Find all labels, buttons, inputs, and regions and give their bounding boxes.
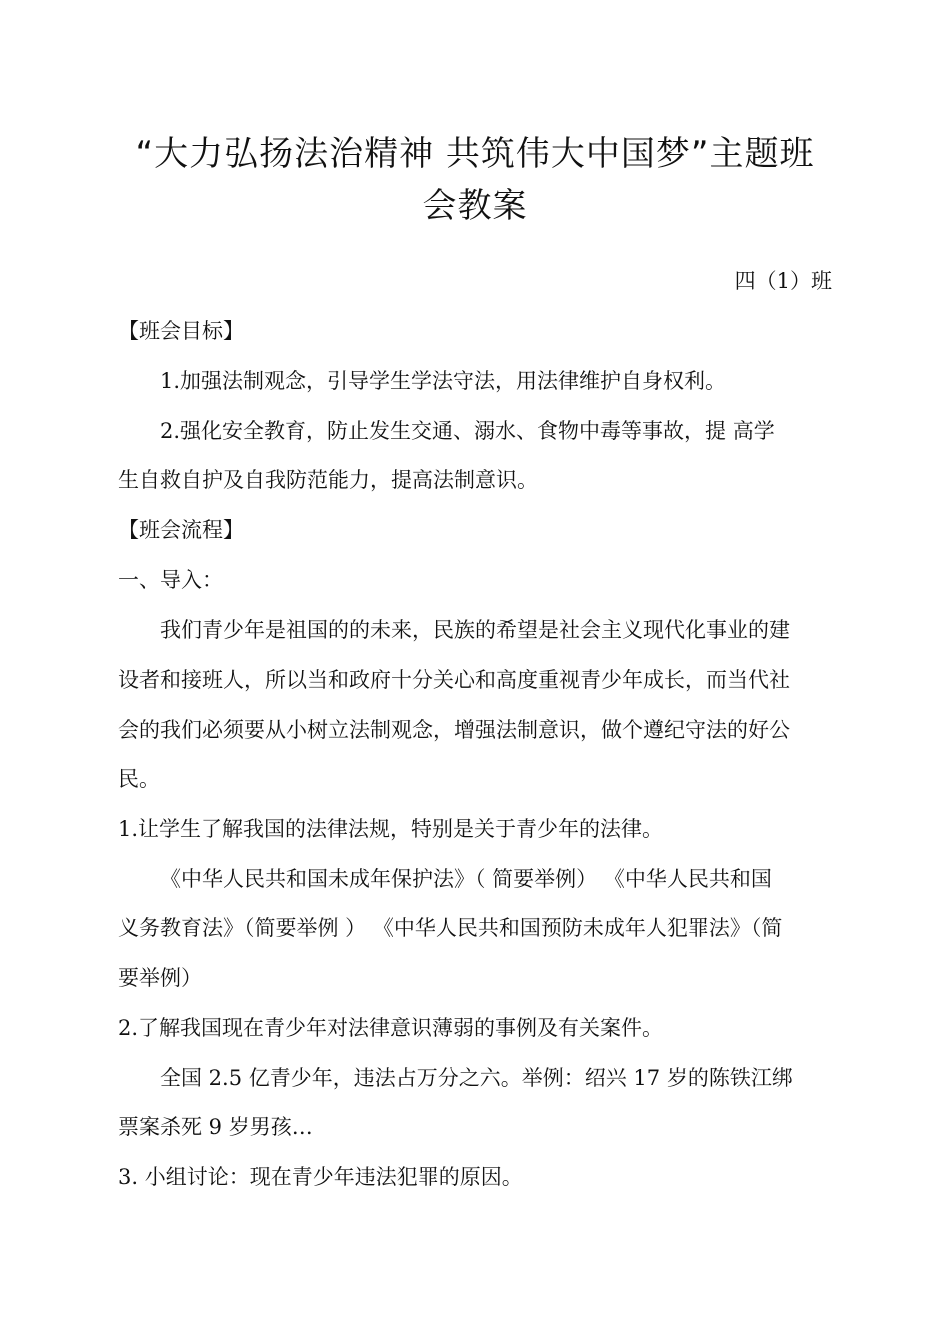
intro-paragraph-line-3: 会的我们必须要从小树立法制观念，增强法制意识，做个遵纪守法的好公 [118, 718, 790, 742]
intro-heading: 一、导入： [118, 568, 223, 592]
laws-line-3: 要举例） [118, 966, 202, 990]
process-heading: 【班会流程】 [118, 518, 244, 542]
step-1: 1.让学生了解我国的法律法规，特别是关于青少年的法律。 [118, 817, 664, 841]
goal-item-1: 1.加强法制观念，引导学生学法守法，用法律维护自身权利。 [160, 369, 727, 393]
laws-line-2: 义务教育法》（简要举例 ） 《中华人民共和国预防未成年人犯罪法》（简 [118, 916, 783, 940]
step-3: 3. 小组讨论：现在青少年违法犯罪的原因。 [118, 1165, 523, 1189]
step-2: 2.了解我国现在青少年对法律意识薄弱的事例及有关案件。 [118, 1016, 664, 1040]
stats-line-1: 全国 2.5 亿青少年，违法占万分之六。举例：绍兴 17 岁的陈铁江绑 [160, 1066, 793, 1090]
class-label: 四（1）班 [734, 269, 832, 293]
intro-paragraph-line-2: 设者和接班人，所以当和政府十分关心和高度重视青少年成长，而当代社 [118, 668, 790, 692]
laws-line-1: 《中华人民共和国未成年保护法》（ 简要举例） 《中华人民共和国 [160, 867, 772, 891]
intro-paragraph-line-4: 民。 [118, 767, 160, 791]
stats-line-2: 票案杀死 9 岁男孩… [118, 1115, 313, 1139]
document-title-line-1: “大力弘扬法治精神 共筑伟大中国梦”主题班 [135, 134, 815, 174]
goals-heading: 【班会目标】 [118, 319, 244, 343]
goal-item-2-line-1: 2.强化安全教育，防止发生交通、溺水、食物中毒等事故，提 高学 [160, 419, 775, 443]
document-title-line-2: 会教案 [422, 186, 528, 226]
intro-paragraph-line-1: 我们青少年是祖国的的未来，民族的希望是社会主义现代化事业的建 [160, 618, 790, 642]
goal-item-2-line-2: 生自救自护及自我防范能力，提高法制意识。 [118, 468, 538, 492]
